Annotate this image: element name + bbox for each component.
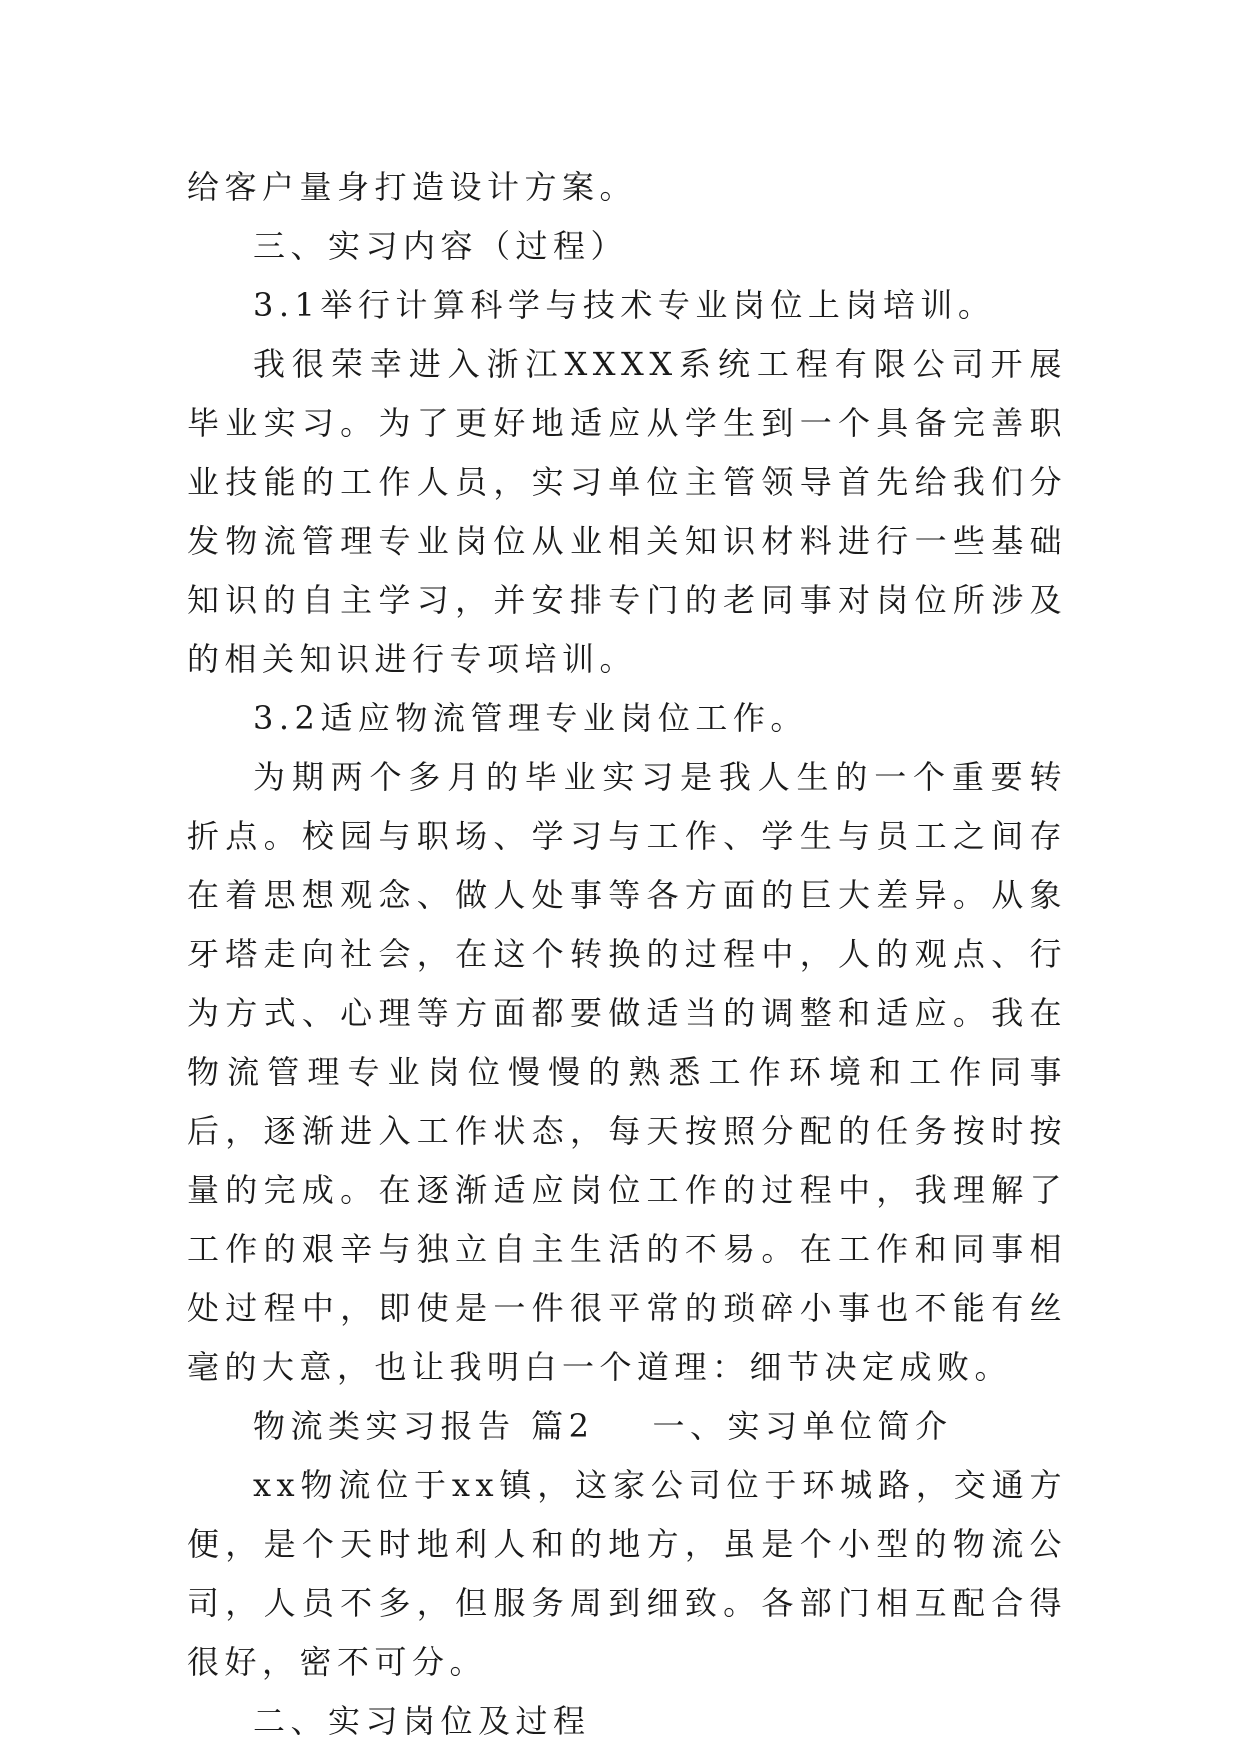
subheading-3-2: 3.2适应物流管理专业岗位工作。: [253, 699, 808, 737]
report-title: 物流类实习报告 篇2: [253, 1407, 595, 1445]
section-heading-internship-content: 三、实习内容（过程）: [253, 227, 629, 265]
subheading-3-1: 3.1举行计算科学与技术专业岗位上岗培训。: [253, 286, 996, 324]
paragraph-adaptation: 为期两个多月的毕业实习是我人生的一个重要转折点。校园与职场、学习与工作、学生与员工之间存在着思想观念、做人处事等各方面的巨大差异。从象牙塔走向社会，在这个转换的过程中，人的观点、行为方式、心理等方面都要做适当的调整和适应。我在物流管理专业岗位慢慢的熟悉工作环境和工作同事后，逐渐进入工作状态，每天按照分配的任务按时按量的完成。在逐渐适应岗位工作的过程中，我理解了工作的艰辛与独立自主生活的不易。在工作和同事相处过程中，即使是一件很平常的琐碎小事也不能有丝毫的大意，也让我明白一个道理：细节决定成败。: [187, 758, 1067, 1386]
section-heading-company-intro: 一、实习单位简介: [652, 1407, 953, 1445]
paragraph-continuation: 给客户量身打造设计方案。: [187, 168, 638, 206]
section-heading-internship-position: 二、实习岗位及过程: [253, 1702, 591, 1740]
report-title-line: [187, 1397, 1067, 1456]
document-body: [187, 158, 1067, 1751]
paragraph-training: 我很荣幸进入浙江XXXX系统工程有限公司开展毕业实习。为了更好地适应从学生到一个具备完善职业技能的工作人员，实习单位主管领导首先给我们分发物流管理专业岗位从业相关知识材料进行一些基础知识的自主学习，并安排专门的老同事对岗位所涉及的相关知识进行专项培训。: [187, 345, 1067, 678]
paragraph-company-intro: xx物流位于xx镇，这家公司位于环城路，交通方便，是个天时地利人和的地方，虽是个小型的物流公司，人员不多，但服务周到细致。各部门相互配合得很好，密不可分。: [187, 1466, 1067, 1681]
